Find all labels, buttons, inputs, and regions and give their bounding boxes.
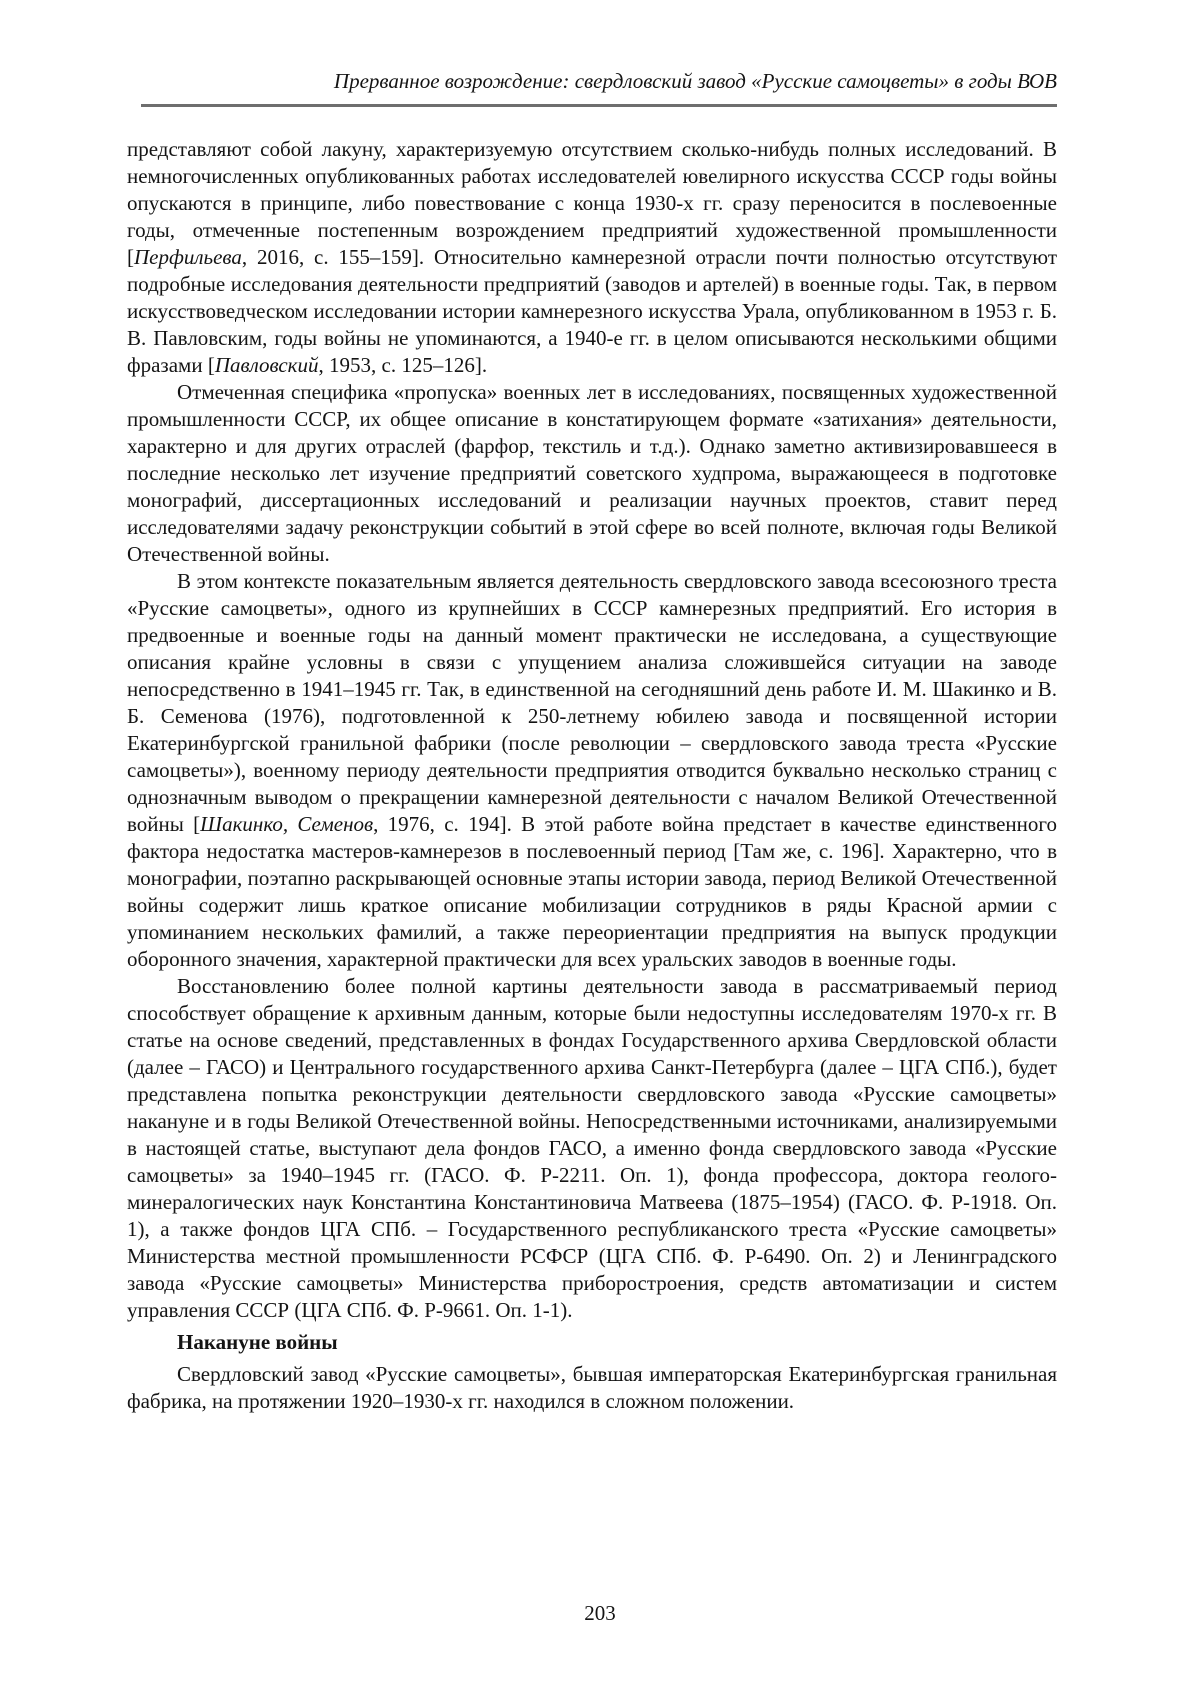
text-run: , 2016, с. 155–159]. Относительно камнерезной отрасли почти полностью отсутствуют подробные исследования деятельности предприятий (заводов и артелей) в военные годы. Так, в первом искусствоведческом исследовании истории камнерезного искусства Урала, опубликованном в 1953 г. Б. В. Павловским, годы войны не упоминаются, а 1940-е гг. в целом описываются несколькими общими фразами [ [127, 245, 1057, 377]
page-number: 203 [584, 1601, 616, 1625]
article-body [127, 136, 1057, 1415]
section-heading: Накануне войны [177, 1330, 338, 1354]
text-run: представляют собой лакуну, характеризуемую отсутствием сколько-нибудь полных исследований. В немногочисленных опубликованных работах исследователей ювелирного искусства СССР годы войны опускаются в принципе, либо повествование с конца 1930-х гг. сразу переносится в послевоенные годы, отмеченные постепенным возрождением предприятий художественной промышленности [ [127, 137, 1057, 269]
text-run: Восстановлению более полной картины деятельности завода в рассматриваемый период способствует обращение к архивным данным, которые были недоступны исследователям 1970-х гг. В статье на основе сведений, представленных в фондах Государственного архива Свердловской области (далее – ГАСО) и Центрального государственного архива Санкт-Петербурга (далее – ЦГА СПб.), будет представлена попытка реконструкции деятельности свердловского завода «Русские самоцветы» накануне и в годы Великой Отечественной войны. Непосредственными источниками, анализируемыми в настоящей статье, выступают дела фондов ГАСО, а именно фонда свердловского завода «Русские самоцветы» за 1940–1945 гг. (ГАСО. Ф. Р-2211. Оп. 1), фонда профессора, доктора геолого-минералогических наук Константина Константиновича Матвеева (1875–1954) (ГАСО. Ф. Р-1918. Оп. 1), а также фондов ЦГА СПб. – Государственного республиканского треста «Русские самоцветы» Министерства местной промышленности РСФСР (ЦГА СПб. Ф. Р-6490. Оп. 2) и Ленинградского завода «Русские самоцветы» Министерства приборостроения, средств автоматизации и систем управления СССР (ЦГА СПб. Ф. Р-9661. Оп. 1-1). [127, 974, 1057, 1322]
text-run: Отмеченная специфика «пропуска» военных лет в исследованиях, посвященных художественной промышленности СССР, их общее описание в констатирующем формате «затихания» деятельности, характерно и для других отраслей (фарфор, текстиль и т.д.). Однако заметно активизировавшееся в последние несколько лет изучение предприятий советского худпрома, выражающееся в подготовке монографий, диссертационных исследований и реализации научных проектов, ставит перед исследователями задачу реконструкции событий в этой сфере во всей полноте, включая годы Великой Отечественной войны. [127, 380, 1057, 566]
citation-author: Павловский [214, 353, 319, 377]
body-paragraph-4 [127, 973, 1057, 1324]
text-run: , 1953, с. 125–126]. [318, 353, 488, 377]
body-paragraph-2 [127, 379, 1057, 568]
text-run: , 1976, с. 194]. В этой работе война предстает в качестве единственного фактора недостатка мастеров-камнерезов в послевоенный период [Там же, с. 196]. Характерно, что в монографии, поэтапно раскрывающей основные этапы истории завода, период Великой Отечественной войны содержит лишь краткое описание мобилизации сотрудников в ряды Красной армии с упоминанием нескольких фамилий, а также переориентации предприятия на выпуск продукции оборонного значения, характерной практически для всех уральских заводов в военные годы. [127, 812, 1057, 971]
body-paragraph-5 [127, 1361, 1057, 1415]
citation-author: Перфильева [134, 245, 242, 269]
text-run: Свердловский завод «Русские самоцветы», бывшая императорская Екатеринбургская гранильная фабрика, на протяжении 1920–1930-х гг. находился в сложном положении. [127, 1362, 1057, 1413]
running-head: Прерванное возрождение: свердловский завод «Русские самоцветы» в годы ВОВ [333, 69, 1057, 93]
text-run: В этом контексте показательным является деятельность свердловского завода всесоюзного треста «Русские самоцветы», одного из крупнейших в СССР камнерезных предприятий. Его история в предвоенные и военные годы на данный момент практически не исследована, а существующие описания крайне условны в связи с упущением анализа сложившейся ситуации на заводе непосредственно в 1941–1945 гг. Так, в единственной на сегодняшний день работе И. М. Шакинко и В. Б. Семенова (1976), подготовленной к 250-летнему юбилею завода и посвященной истории Екатеринбургской гранильной фабрики (после революции – свердловского завода треста «Русские самоцветы»), военному периоду деятельности предприятия отводится буквально несколько страниц с однозначным выводом о прекращении камнерезной деятельности с началом Великой Отечественной войны [ [127, 569, 1057, 836]
header-rule [141, 104, 1057, 107]
citation-author: Шакинко, Семенов [200, 812, 374, 836]
body-paragraph-1 [127, 136, 1057, 379]
page-content [127, 0, 1057, 1415]
body-paragraph-3 [127, 568, 1057, 973]
